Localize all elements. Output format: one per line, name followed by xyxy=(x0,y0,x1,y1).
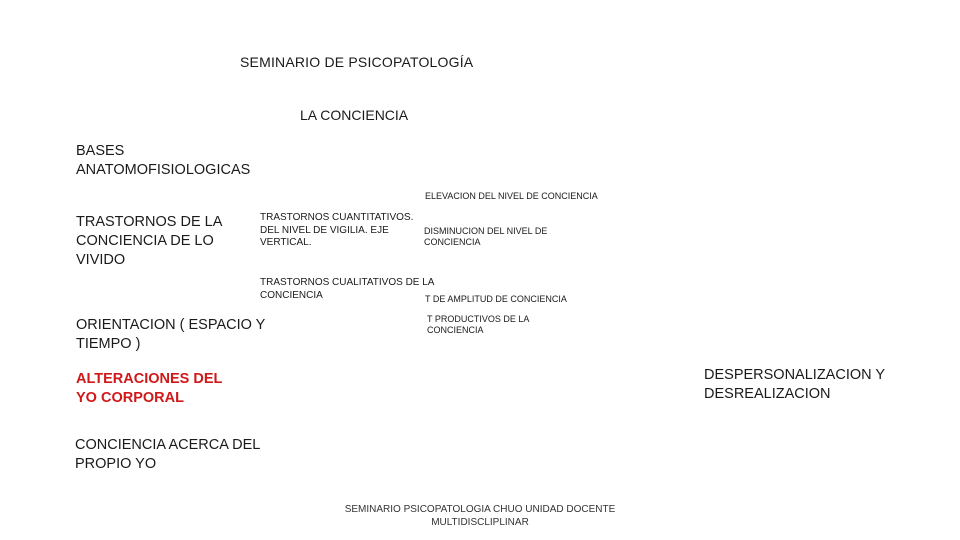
orientacion-text: ORIENTACION ( ESPACIO Y TIEMPO ) xyxy=(76,317,266,352)
slide-footer: SEMINARIO PSICOPATOLOGIA CHUO UNIDAD DOCENTE MULTIDISCLIPLINAR xyxy=(344,504,616,528)
conciencia-propio-yo-text: CONCIENCIA ACERCA DEL PROPIO YO xyxy=(75,437,261,472)
disminucion-nivel-text: DISMINUCION DEL NIVEL DE CONCIENCIA xyxy=(424,226,548,248)
trastornos-cuantitativos-text: TRASTORNOS CUANTITATIVOS. DEL NIVEL DE VIGILIA. EJE VERTICAL. xyxy=(260,212,414,248)
trastornos-conciencia-vivido-text: TRASTORNOS DE LA CONCIENCIA DE LO VIVIDO xyxy=(76,214,223,268)
productivos-conciencia-text: T PRODUCTIVOS DE LA CONCIENCIA xyxy=(427,314,530,336)
trastornos-cualitativos-text: TRASTORNOS CUALITATIVOS DE LA CONCIENCIA xyxy=(260,277,435,301)
elevacion-nivel-text: ELEVACION DEL NIVEL DE CONCIENCIA xyxy=(425,191,598,201)
bases-anatomofisiologicas-text: BASES ANATOMOFISIOLOGICAS xyxy=(76,143,251,178)
amplitud-conciencia-text: T DE AMPLITUD DE CONCIENCIA xyxy=(425,294,567,304)
despersonalizacion-text: DESPERSONALIZACION Y DESREALIZACION xyxy=(704,367,886,402)
alteraciones-yo-corporal-text: ALTERACIONES DEL YO CORPORAL xyxy=(76,371,223,406)
slide-subtitle: LA CONCIENCIA xyxy=(300,107,409,123)
slide-title: SEMINARIO DE PSICOPATOLOGÍA xyxy=(240,54,474,70)
